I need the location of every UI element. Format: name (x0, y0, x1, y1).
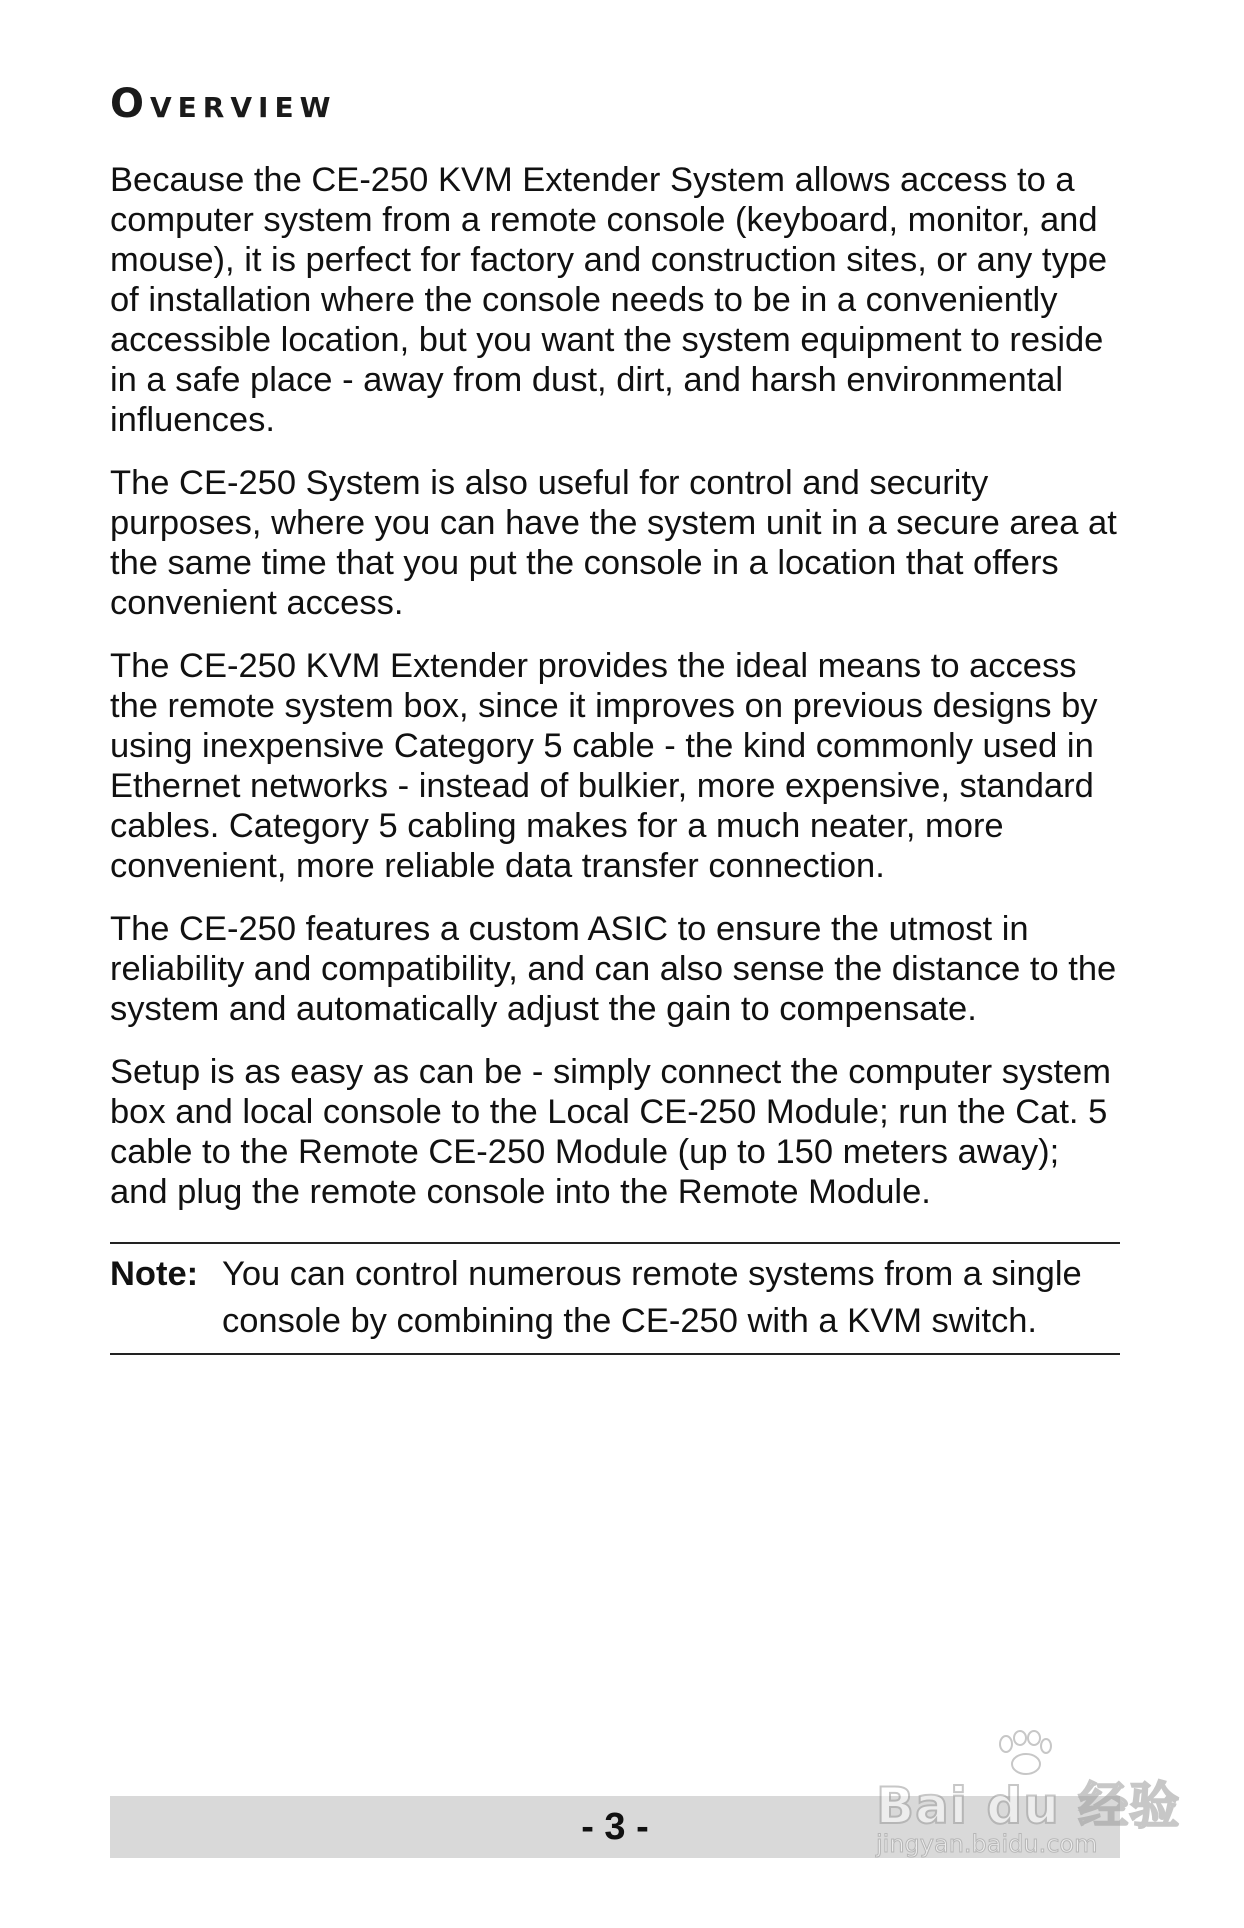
paragraph-5: Setup is as easy as can be - simply connect the computer system box and local console to the Local CE-250 Module; run the Cat. 5 cable to the Remote CE-250 Module (up to 150 meters away); and plug the remote console into the Remote Module. (110, 1053, 1111, 1211)
watermark-url: jingyan.baidu.com (876, 1830, 1098, 1858)
paragraph-1: Because the CE-250 KVM Extender System allows access to a computer system from a remote console (keyboard, monitor, and mouse), it is perfect for factory and construction sites, or any type of installation where the console needs to be in a conveniently accessible location, but you want the system equipment to reside in a safe place - away from dust, dirt, and harsh environmental influences. (110, 161, 1108, 439)
page-number: - 3 - (581, 1806, 649, 1848)
paragraph-2: The CE-250 System is also useful for control and security purposes, where you can have the system unit in a secure area at the same time that you put the console in a location that offers convenient access. (110, 464, 1117, 622)
note-text: You can control numerous remote systems from a single console by combining the CE-250 with a KVM switch. (222, 1255, 1082, 1340)
section-heading: Overview (110, 81, 337, 127)
paragraph-3: The CE-250 KVM Extender provides the ideal means to access the remote system box, since it improves on previous designs by using inexpensive Category 5 cable - the kind commonly used in Ethernet networks - instead of bulkier, more expensive, standard cables. Category 5 cabling makes for a much neater, more convenient, more reliable data transfer connection. (110, 647, 1098, 885)
note-box (110, 1242, 1120, 1355)
watermark (876, 1730, 1181, 1870)
body-text (110, 160, 1120, 1235)
paragraph-4: The CE-250 features a custom ASIC to ensure the utmost in reliability and compatibility, and can also sense the distance to the system and automatically adjust the gain to compensate. (110, 910, 1117, 1028)
watermark-logo: Bai du 经验 (876, 1777, 1181, 1835)
note-label: Note: (110, 1255, 199, 1293)
